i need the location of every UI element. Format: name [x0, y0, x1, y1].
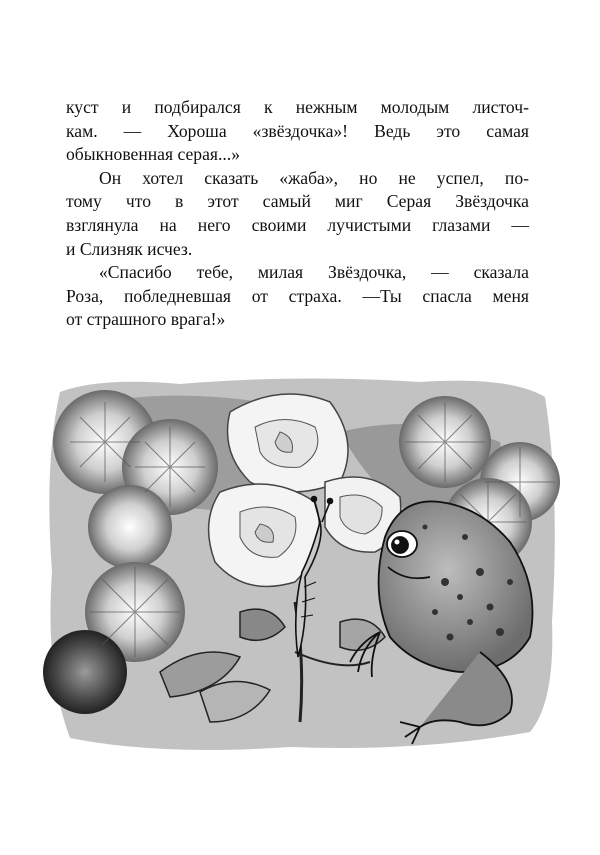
story-text: [66, 96, 529, 332]
text-line: Роза, побледневшая от страха. —Ты спасла меня: [66, 285, 529, 306]
text-line: кам. — Хороша «звёздочка»! Ведь это самая: [66, 120, 529, 141]
text-line: Он хотел сказать «жаба», но не успел, по-: [99, 167, 529, 188]
illustration: [40, 372, 562, 760]
text-line: обыкновенная серая...»: [66, 144, 240, 165]
text-line: «Спасибо тебе, милая Звёздочка, — сказала: [99, 262, 529, 283]
text-line: и Слизняк исчез.: [66, 238, 193, 259]
text-line: от страшного врага!»: [66, 309, 226, 330]
text-line: взглянула на него своими лучистыми глазами —: [66, 214, 529, 235]
text-line: куст и подбирался к нежным молодым листоч-: [66, 97, 529, 117]
text-line: тому что в этот самый миг Серая Звёздочка: [66, 191, 529, 212]
